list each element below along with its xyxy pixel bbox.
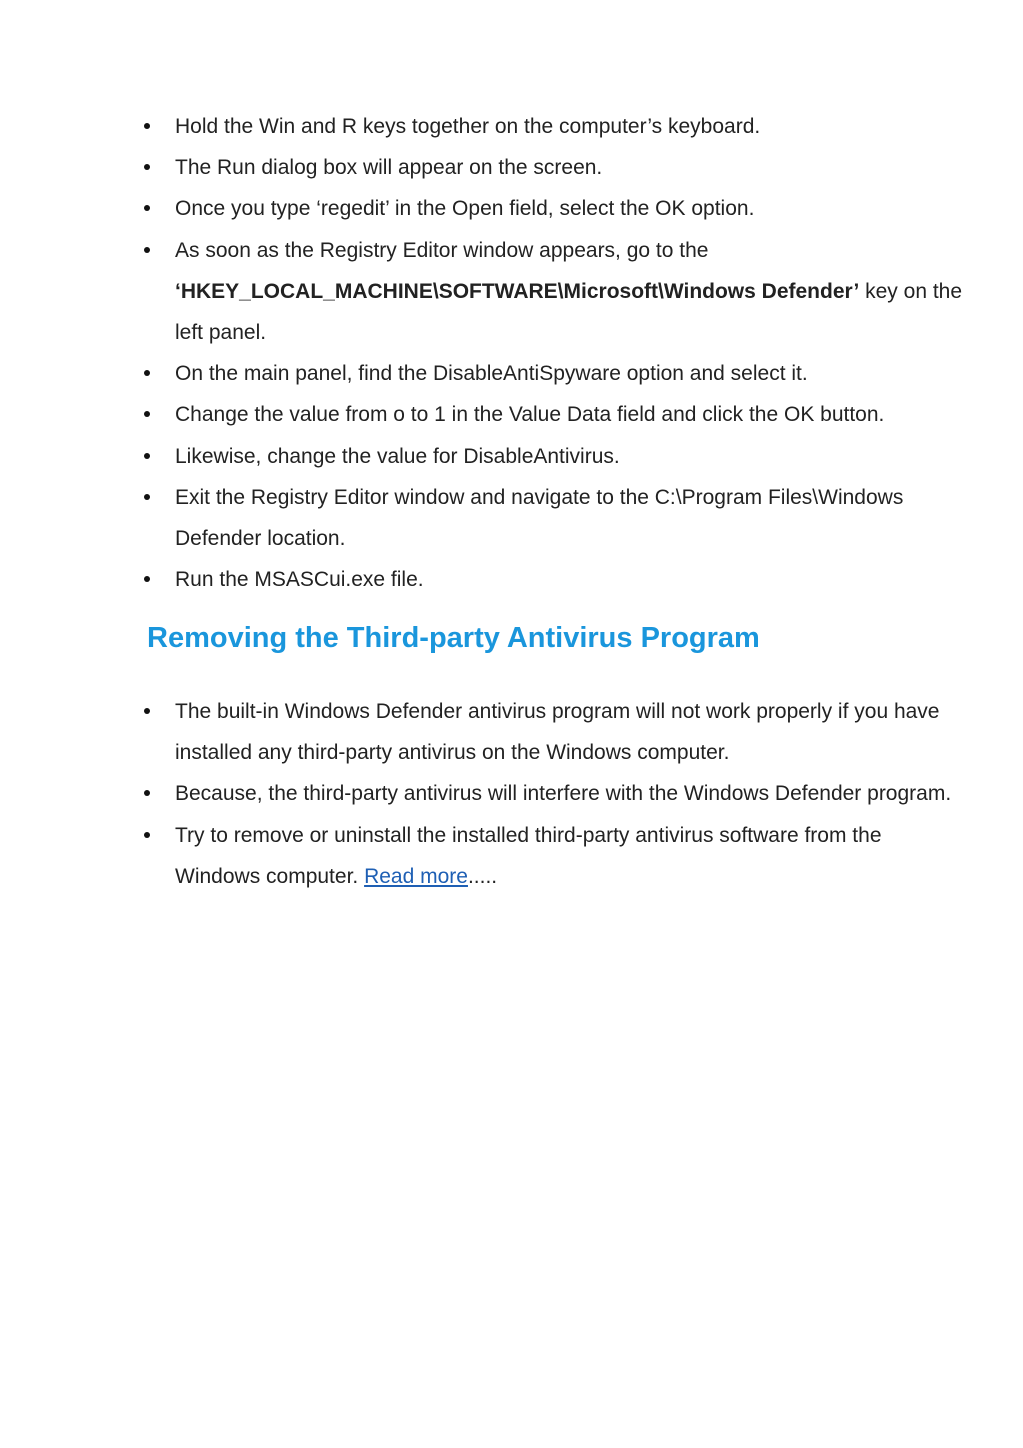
list-item	[0, 147, 1023, 188]
list-item-text: The built-in Windows Defender antivirus program will not work properly if you have installed any third-party antivirus on the Windows computer.	[175, 700, 940, 765]
list-item	[0, 691, 1023, 773]
list-item	[0, 394, 1023, 435]
list-item-text: Exit the Registry Editor window and navigate to the C:\Program Files\Windows Defender location.	[175, 485, 904, 551]
list-item-text: Change the value from o to 1 in the Value Data field and click the OK button.	[175, 403, 885, 427]
registry-steps-list	[0, 106, 1023, 600]
list-item-text: Likewise, change the value for DisableAntivirus.	[175, 444, 620, 468]
list-item	[0, 188, 1023, 229]
list-item	[0, 815, 1023, 897]
list-item-text: Once you type ‘regedit’ in the Open field, select the OK option.	[175, 197, 755, 221]
list-item	[0, 436, 1023, 477]
list-item	[0, 477, 1023, 559]
list-item-text-prefix: Try to remove or uninstall the installed third-party antivirus software from the Windows computer.	[175, 823, 882, 888]
list-item-text: The Run dialog box will appear on the screen.	[175, 156, 603, 180]
list-item	[0, 230, 1023, 354]
list-item-text-suffix: .....	[467, 864, 498, 888]
list-item	[0, 559, 1023, 600]
read-more-link[interactable]: Read more	[364, 864, 468, 888]
registry-key-path: ‘HKEY_LOCAL_MACHINE\SOFTWARE\Microsoft\Windows Defender’	[175, 279, 860, 303]
list-item	[0, 353, 1023, 394]
list-item-text: Hold the Win and R keys together on the computer’s keyboard.	[175, 115, 761, 138]
list-item-text: Because, the third-party antivirus will interfere with the Windows Defender program.	[175, 782, 952, 806]
list-item	[0, 773, 1023, 814]
third-party-antivirus-list	[0, 691, 1023, 897]
list-item	[0, 106, 1023, 147]
list-item-text-suffix: key on the left panel.	[175, 279, 963, 345]
list-item-text-prefix: As soon as the Registry Editor window appears, go to the	[175, 238, 709, 262]
list-item-text: On the main panel, find the DisableAntiSpyware option and select it.	[175, 362, 808, 386]
section-heading: Removing the Third-party Antivirus Program	[147, 622, 760, 654]
list-item-text: Run the MSASCui.exe file.	[175, 568, 424, 592]
